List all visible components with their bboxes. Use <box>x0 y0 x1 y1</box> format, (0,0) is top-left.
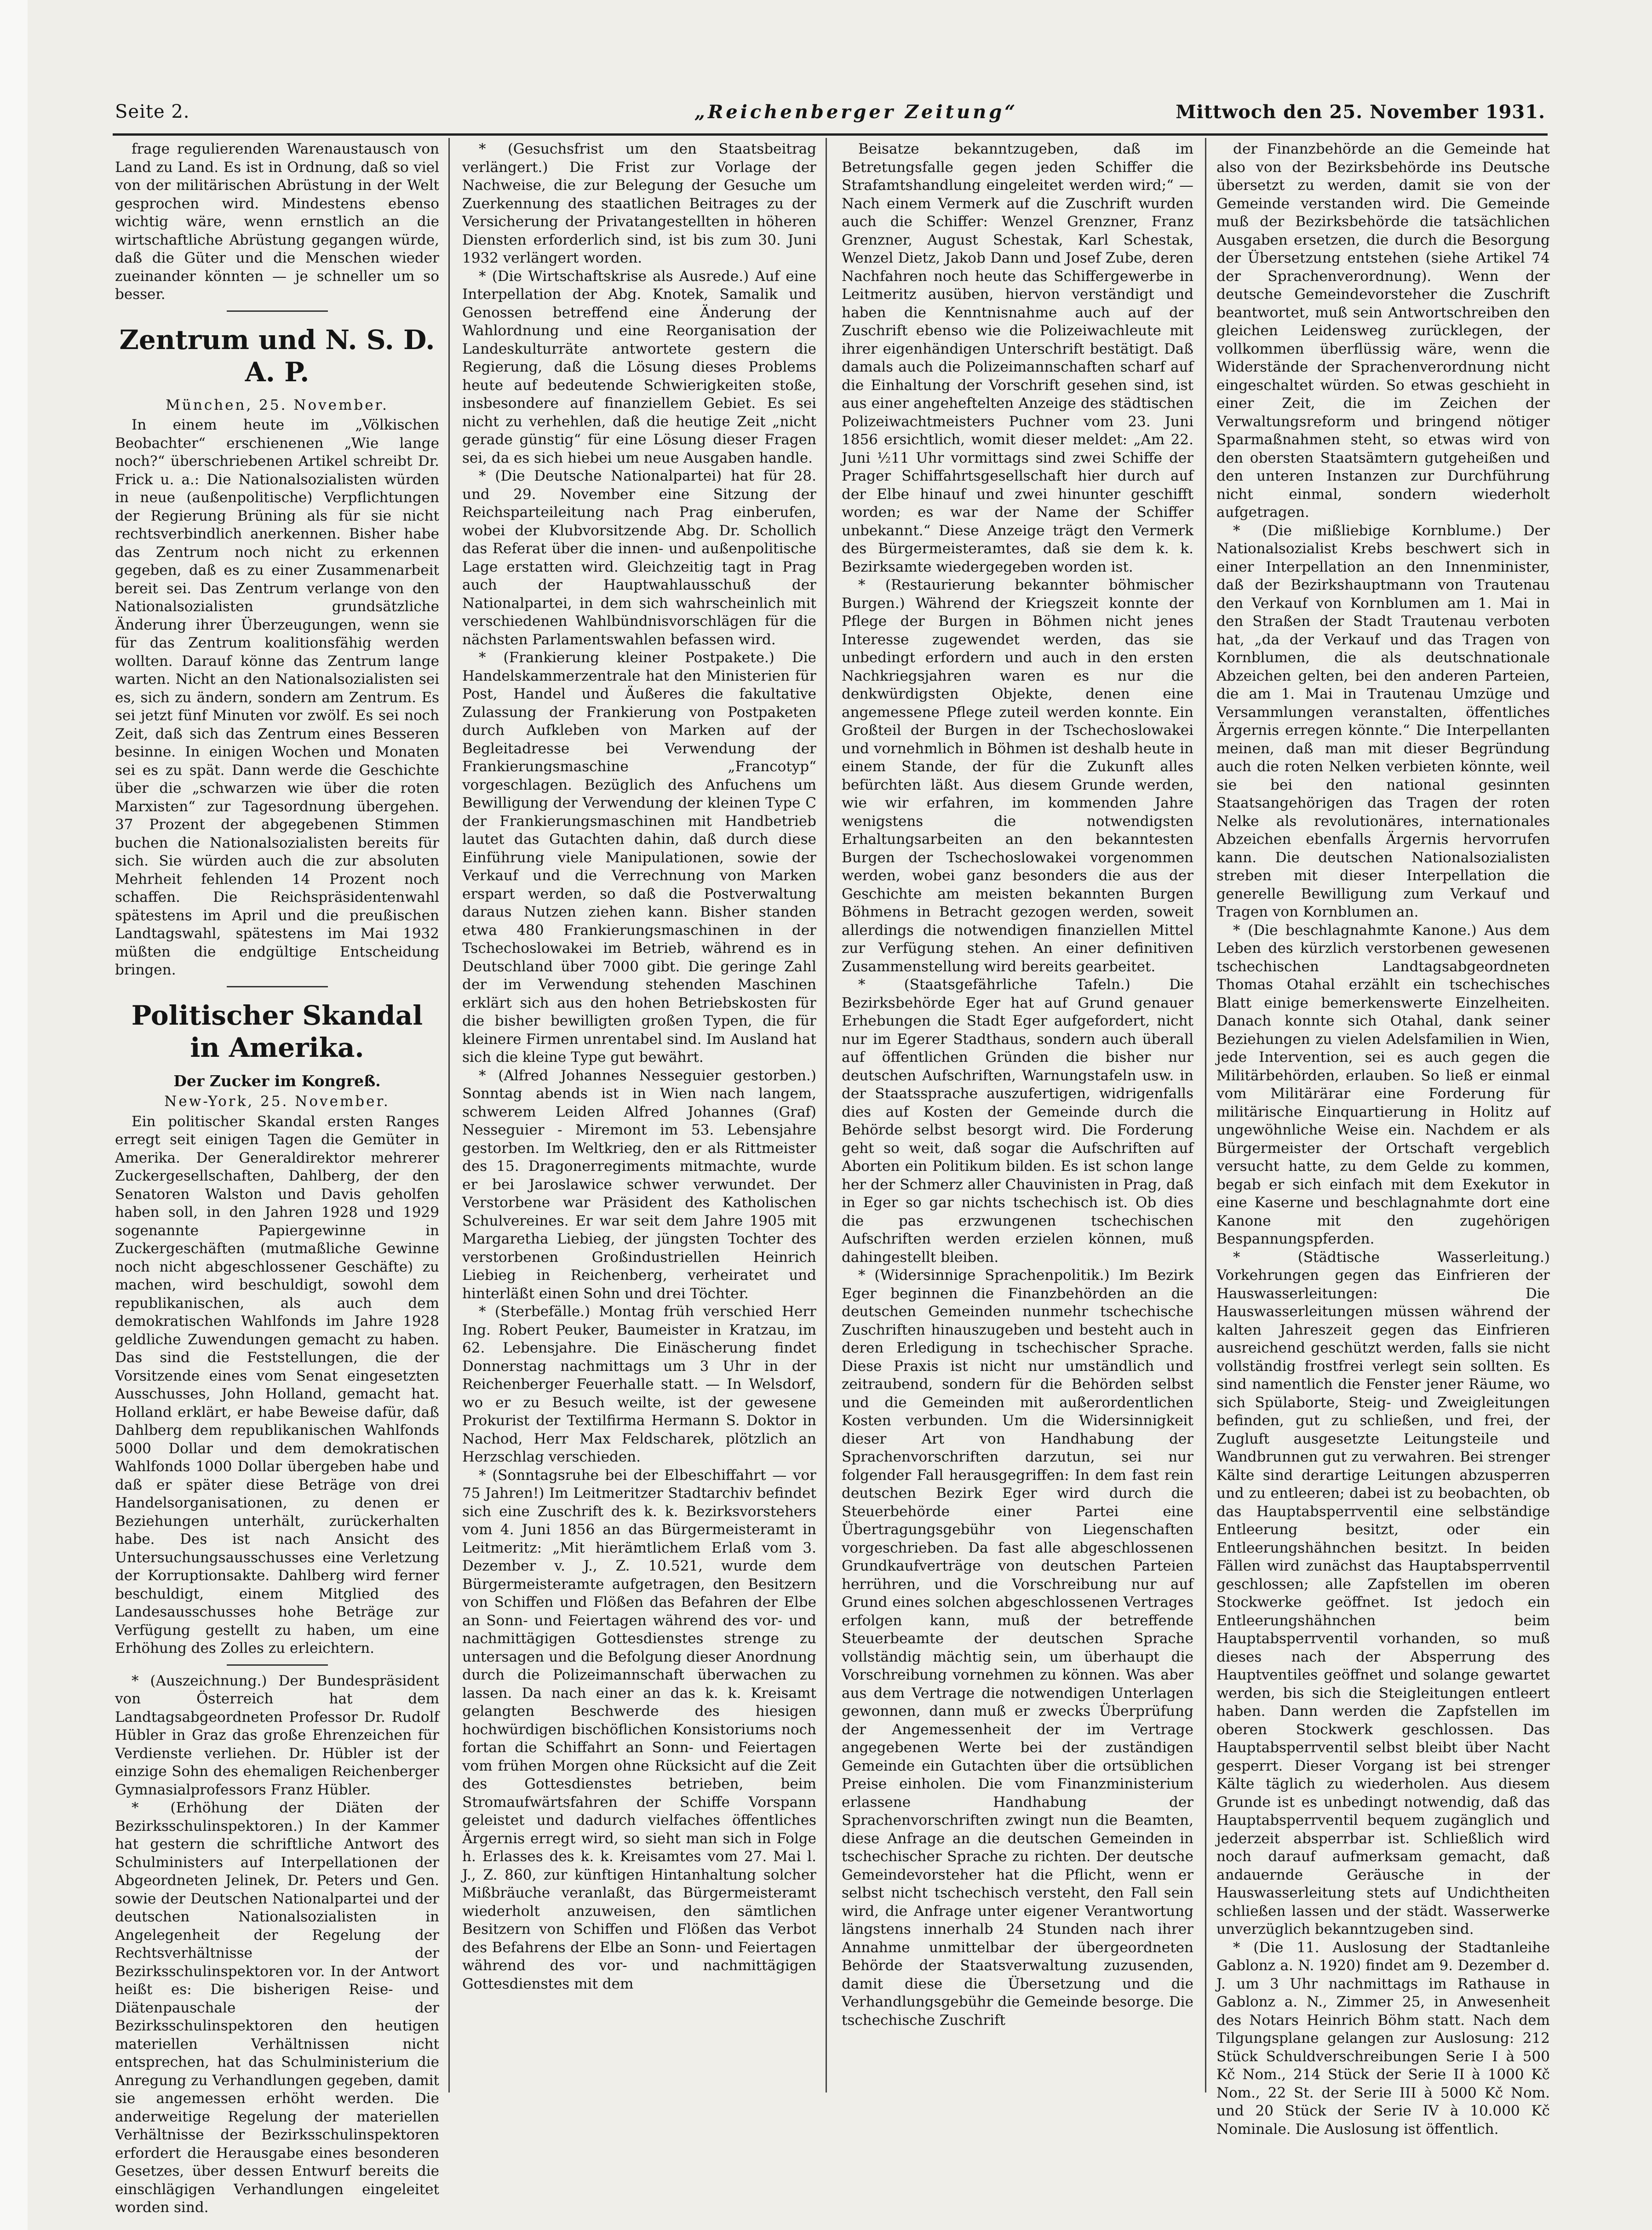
news-item: * (Die mißliebige Kornblume.) Der Nationalsozialist Krebs beschwert sich in einer Interpellation an den Innenminister, daß der Bezirkshauptmann von Trautenau den Verkauf von Kornblumen am 1. Mai in den Straßen der Stadt Trautenau verboten hat, „da der Verkauf und das Tragen von Kornblumen, die als deutschnationale Abzeichen gelten, bei den anderen Parteien, die am 1. Mai in Trautenau Umzüge und Versammlungen veranstalten, öffentliches Ärgernis erregen könnte.“ Die Interpellanten meinen, daß man mit dieser Begründung auch die roten Nelken verbieten könnte, weil sie bei den national gesinnten Staatsangehörigen das Tragen der roten Nelke als revolutionäres, internationales Abzeichen ebenfalls Ärgernis hervorrufen kann. Die deutschen Nationalsozialisten streben mit dieser Interpellation die generelle Bewilligung zum Verkauf und Tragen von Kornblumen an. <box>1216 522 1550 920</box>
dateline: New-York, 25. November. <box>164 1093 390 1110</box>
article-body: Ein politischer Skandal ersten Ranges erregt seit einigen Tagen die Gemüter in Amerika. Der Generaldirektor mehrerer Zuckergesellschaften, Dahlberg, der den Senatoren Walston und Davis geholfen haben soll, in den Jahren 1928 und 1929 sogenannte Papiergewinne in Zuckergeschäften (mutmaßliche Gewinne noch nicht abgeschlossener Geschäfte) zu machen, wird beschuldigt, sowohl dem republikanischen, als auch dem demokratischen Wahlfonds im Jahre 1928 geldliche Zuwendungen gemacht zu haben. Das sind die Feststellungen, die der Vorsitzende eines vom Senat eingesetzten Ausschusses, John Holland, gemacht hat. Holland erklärt, er habe Beweise dafür, daß Dahlberg dem republikanischen Wahlfonds 5000 Dollar und dem demokratischen Wahlfonds 1000 Dollar übergeben habe und daß er später diese Beträge von drei Handelsorganisationen, zu denen er Beziehungen unterhält, zurückerhalten habe. Des ist nach Ansicht des Untersuchungsausschusses eine Verletzung der Korruptionsakte. Dahlberg wird ferner beschuldigt, einem Mitglied des Landesausschusses hohe Beträge zur Verfügung gestellt zu haben, um eine Erhöhung des Zolles zu erleichtern. <box>115 1113 439 1657</box>
dateline: München, 25. November. <box>166 396 389 413</box>
column-divider <box>1205 138 1206 2092</box>
news-item: * (Restaurierung bekannter böhmischer Burgen.) Während der Kriegszeit konnte der Pflege der Burgen in Böhmen nicht jenes Interesse zugewendet werden, das sie unbedingt erfordern und auch in den ersten Nachkriegsjahren waren es nur die denkwürdigsten Objekte, denen eine angemessene Pflege zuteil werden konnte. Ein Großteil der Burgen in der Tschechoslowakei und vornehmlich in Böhmen ist deshalb heute in einem Stande, der für die Zukunft alles befürchten läßt. Aus diesem Grunde werden, wie wir erfahren, im kommenden Jahre wenigstens die notwendigsten Erhaltungsarbeiten an den bekanntesten Burgen der Tschechoslowakei vorgenommen werden, wobei ganz besonders die aus der Geschichte am meisten bekannten Burgen Böhmens in Betracht gezogen werden, soweit allerdings die notwendigen finanziellen Mittel zur Verfügung stehen. An einer definitiven Zusammenstellung wird bereits gearbeitet. <box>842 577 1193 975</box>
scan-margin <box>0 0 28 2230</box>
header-rule <box>113 133 1548 136</box>
news-item: * (Alfred Johannes Nesseguier gestorben.) Sonntag abends ist in Wien nach langem, schwerem Leiden Alfred Johannes (Graf) Nesseguier - Miremont im 53. Lebensjahre gestorben. Im Weltkrieg, den er als Rittmeister des 15. Dragonerregiments mitmachte, wurde er bei Jaroslawice schwer verwundet. Der Verstorbene war Präsident des Katholischen Schulvereines. Er war seit dem Jahre 1905 mit Margaretha Liebieg, der jüngsten Tochter des verstorbenen Großindustriellen Heinrich Liebieg in Reichenberg, verheiratet und hinterläßt einen Sohn und drei Töchter. <box>462 1067 816 1302</box>
news-item: * (Erhöhung der Diäten der Bezirksschulinspektoren.) In der Kammer hat gestern die schriftliche Antwort des Schulministers auf Interpellationen der Abgeordneten Jelinek, Dr. Peters und Gen. sowie der Deutschen Nationalpartei und der deutschen Nationalsozialisten in Angelegenheit der Regelung der Rechtsverhältnisse der Bezirksschulinspektoren vor. In der Antwort heißt es: Die bisherigen Reise- und Diätenpauschale der Bezirksschulinspektoren den heutigen materiellen Verhältnissen nicht entsprechen, hat das Schulministerium die Anregung zu Verhandlungen gegeben, damit sie angemessen erhöht werden. Die anderweitige Regelung der materiellen Verhältnisse der Bezirksschulinspektoren erfordert die Herausgabe eines besonderen Gesetzes, über dessen Entwurf bereits die einschlägigen Verhandlungen eingeleitet worden sind. <box>115 1800 439 2216</box>
news-item: * (Widersinnige Sprachenpolitik.) Im Bezirk Eger beginnen die Finanzbehörden an die deutschen Gemeinden nunmehr tschechische Zuschriften hinauszugeben und besteht auch in deren Erledigung in tschechischer Sprache. Diese Praxis ist nicht nur umständlich und zeitraubend, sondern für die Behörden selbst und die Gemeinden mit außerordentlichen Kosten verbunden. Um die Widersinnigkeit dieser Art von Handhabung der Sprachenvorschriften darzutun, sei nur folgender Fall herausgegriffen: In dem fast rein deutschen Bezirk Eger wird durch die Steuerbehörde einer Partei eine Übertragungsgebühr von Liegenschaften vorgeschrieben. Da fast alle abgeschlossenen Grundkaufverträge von deutschen Parteien herrühren, und die Vorschreibung nur auf Grund eines solchen abgeschlossenen Vertrages erfolgen kann, muß der betreffende Steuerbeamte der deutschen Sprache vollständig mächtig sein, um überhaupt die Vorschreibung vornehmen zu können. Was aber aus dem Vertrage die notwendigen Unterlagen gewonnen, dann muß er zwecks Überprüfung der Angemessenheit der im Vertrage angegebenen Werte bei der zuständigen Gemeinde ein Gutachten über die ortsüblichen Preise einholen. Die vom Finanzministerium erlassene Handhabung der Sprachenvorschriften zwingt nun die Beamten, diese Anfrage an die deutschen Gemeinden in tschechischer Sprache zu richten. Der deutsche Gemeindevorsteher hat die Pflicht, wenn er selbst nicht tschechisch versteht, den Fall sein wird, die Anfrage unter eigener Verantwortung längstens innerhalb 24 Stunden nach ihrer Annahme unmittelbar der übergeordneten Behörde der Staatsverwaltung zuzusenden, damit diese die Übersetzung und die Verhandlungsgebühr die Gemeinde besorge. Die tschechische Zuschrift <box>842 1267 1193 2029</box>
separator <box>227 986 328 987</box>
subheadline: Der Zucker im Kongreß. <box>173 1072 381 1090</box>
article-body: In einem heute im „Völkischen Beobachter“ erschienenen „Wie lange noch?“ überschriebenen Artikel schreibt Dr. Frick u. a.: Die Nationalsozialisten würden in neue (außenpolitische) Verpflichtungen der Regierung Brüning als für sie nicht rechtsverbindlich anerkennen. Bisher habe das Zentrum noch nicht zu erkennen gegeben, daß es zu einer Zusammenarbeit bereit sei. Das Zentrum verlange von den Nationalsozialisten grundsätzliche Änderung ihrer Überzeugungen, wenn sie für das Zentrum koalitionsfähig werden wollten. Darauf könne das Zentrum lange warten. Nicht an den Nationalsozialisten sei es, sich zu ändern, sondern am Zentrum. Es sei jetzt fünf Minuten vor zwölf. Es sei noch Zeit, daß sich das Zentrum eines Besseren besinne. In einigen Wochen und Monaten sei es zu spät. Dann werde die Geschichte über die „schwarzen wie über die roten Marxisten“ zur Tagesordnung übergehen. 37 Prozent der abgegebenen Stimmen buchen die Nationalsozialisten bereits für sich. Sie würden auch die zur absoluten Mehrheit fehlenden 14 Prozent noch schaffen. Die Reichspräsidentenwahl spätestens im April und die preußischen Landtagswahl, spätestens im Mai 1932 müßten die endgültige Entscheidung bringen. <box>115 417 439 978</box>
news-item: * (Die Deutsche Nationalpartei) hat für 28. und 29. November eine Sitzung der Reichsparteileitung nach Prag einberufen, wobei der Klubvorsitzende Abg. Dr. Schollich das Referat über die innen- und außenpolitische Lage erstatten wird. Gleichzeitig tagt in Prag auch der Hauptwahlausschuß der Nationalpartei, in dem sich wahrscheinlich mit verschiedenen Wahlbündnisvorschlägen für die nächsten Parlamentswahlen befassen wird. <box>462 468 816 648</box>
news-item: * (Städtische Wasserleitung.) Vorkehrungen gegen das Einfrieren der Hauswasserleitungen: Die Hauswasserleitungen müssen während der kalten Jahreszeit gegen das Einfrieren ausreichend geschützt werden, falls sie nicht vollständig frostfrei verlegt sein sollten. Es sind namentlich die Fenster jener Räume, wo sich Spülaborte, Steig- und Zweigleitungen befinden, gut zu schließen, und frei, der Zugluft ausgesetzte Leitungsteile und Wandbrunnen gut zu verwahren. Bei strenger Kälte sind derartige Leitungen abzusperren und zu entleeren; dabei ist zu beobachten, ob das Hauptabsperrventil eine selbständige Entleerung besitzt, oder ein Entleerungshähnchen besitzt. In beiden Fällen wird zunächst das Hauptabsperrventil geschlossen; alle Zapfstellen im oberen Stockwerke geöffnet. Ist jedoch ein Entleerungshähnchen beim Hauptabsperrventil vorhanden, so muß dieses nach der Absperrung des Hauptventiles geöffnet und solange gewartet werden, bis sich die Steigleitungen entleert haben. Dann werden die Zapfstellen im oberen Stockwerk geschlossen. Das Hauptabsperrventil selbst bleibt über Nacht gesperrt. Dieser Vorgang ist bei strenger Kälte täglich zu wiederholen. Aus diesem Grunde ist es unbedingt notwendig, daß das Hauptabsperrventil bequem zugänglich und jederzeit absperrbar ist. Schließlich wird noch darauf aufmerksam gemacht, daß andauernde Geräusche in der Hauswasserleitung stets auf Undichtheiten schließen lassen und der städt. Wasserwerke unverzüglich bekanntzugeben sind. <box>1216 1249 1550 1938</box>
news-item: * (Die Wirtschaftskrise als Ausrede.) Auf eine Interpellation der Abg. Knotek, Samalik und Genossen betreffend eine Änderung der Wahlordnung und eine Reorganisation der Landeskulturräte antwortete gestern die Regierung, daß die Lösung dieses Problems heute auf bedeutende Schwierigkeiten stoße, insbesondere auf finanziellem Gebiet. Es sei nicht zu verhehlen, daß die heutige Zeit „nicht gerade günstig“ für eine Lösung dieser Fragen sei, da es sich hiebei um neue Ausgaben handle. <box>462 268 816 466</box>
news-item: * (Frankierung kleiner Postpakete.) Die Handelskammerzentrale hat den Ministerien für Post, Handel und Äußeres die fakultative Zulassung der Frankierung von Postpaketen durch Aufkleben von Marken auf der Begleitadresse bei Verwendung der Frankierungsmaschine „Francotyp“ vorgeschlagen. Bezüglich des Anfuchens um Bewilligung der Verwendung der kleinen Type C der Frankierungsmaschinen mit Handbetrieb lautet das Gutachten dahin, daß durch diese Einführung viele Manipulationen, sowie der Verkauf und die Verrechnung von Marken erspart werden, so daß die Postverwaltung daraus Nutzen ziehen kann. Bisher standen etwa 480 Frankierungsmaschinen in der Tschechoslowakei im Betrieb, während es in Deutschland über 7000 gibt. Die geringe Zahl der im Verwendung stehenden Maschinen erklärt sich aus den hohen Betriebskosten für die bisher bewilligten großen Typen, die für kleinere Firmen unrentabel sind. Im Ausland hat sich die kleine Type gut bewährt. <box>462 649 816 1066</box>
news-item: * (Sonntagsruhe bei der Elbeschiffahrt — vor 75 Jahren!) Im Leitmeritzer Stadtarchiv befindet sich eine Zuschrift des k. k. Bezirksvorstehers vom 4. Juni 1856 an das Bürgermeisteramt in Leitmeritz: „Mit hierämtlichem Erlaß vom 3. Dezember v. J., Z. 10.521, wurde dem Bürgermeisteramte aufgetragen, den Besitzern von Schiffen und Flößen das Befahren der Elbe an Sonn- und Feiertagen während des vor- und nachmittägigen Gottesdienstes strenge zu untersagen und die Befolgung dieser Anordnung durch die Polizeimannschaft überwachen zu lassen. Da nach einer an das k. k. Kreisamt gelangten Beschwerde des hiesigen hochwürdigen bischöflichen Konsistoriums noch fortan die Schiffahrt an Sonn- und Feiertagen vom frühen Morgen ohne Rücksicht auf die Zeit des Gottesdienstes betrieben, beim Stromaufwärtsfahren der Schiffe Vorspann geleistet und dadurch vielfaches öffentliches Ärgernis erregt wird, so sieht man sich in Folge h. Erlasses des k. k. Kreisamtes vom 27. Mai l. J., Z. 860, zur künftigen Hintanhaltung solcher Mißbräuche veranlaßt, das Bürgermeisteramt wiederholt anzuweisen, den sämtlichen Besitzern von Schiffen und Flößen das Verbot des Befahrens der Elbe an Sonn- und Feiertagen während des vor- und nachmittägigen Gottesdienstes mit dem <box>462 1467 816 1992</box>
news-item: * (Die 11. Auslosung der Stadtanleihe Gablonz a. N. 1920) findet am 9. Dezember d. J. um 3 Uhr nachmittags im Rathause in Gablonz a. N., Zimmer 25, in Anwesenheit des Notars Heinrich Böhm statt. Nach dem Tilgungsplane gelangen zur Auslosung: 212 Stück Schuldverschreibungen Serie I à 500 Kč Nom., 214 Stück der Serie II à 1000 Kč Nom., 22 St. der Serie III à 5000 Kč Nom. und 20 Stück der Serie IV à 10.000 Kč Nominale. Die Auslosung ist öffentlich. <box>1216 1939 1550 2138</box>
headline-skandal: Politischer Skandal in Amerika. <box>131 999 423 1063</box>
column-divider <box>826 138 827 2092</box>
news-item: * (Staatsgefährliche Tafeln.) Die Bezirksbehörde Eger hat auf Grund genauer Erhebungen die Stadt Eger aufgefordert, nicht nur im Egerer Stadthaus, sondern auch überall auf öffentlichen Gründen die bisher nur deutschen Aufschriften, Warnungstafeln usw. in der Staatssprache auszufertigen, widrigenfalls dies auf Kosten der Gemeinde durch die Behörde selbst besorgt wird. Die Forderung geht so weit, daß sogar die Aufschriften auf Aborten ein Politikum bilden. Es ist schon lange her der Schmerz aller Chauvinisten in Prag, daß in Eger so gar nichts tschechisch ist. Ob dies die pas erzwungenen tschechischen Aufschriften werden erzielen können, muß dahingestellt bleiben. <box>842 976 1193 1266</box>
separator <box>227 1664 328 1666</box>
news-item: * (Sterbefälle.) Montag früh verschied Herr Ing. Robert Peuker, Baumeister in Kratzau, im 62. Lebensjahre. Die Einäscherung findet Donnerstag nachmittags um 3 Uhr in der Reichenberger Feuerhalle statt. — In Welsdorf, wo er zu Besuch weilte, ist der gewesene Prokurist der Textilfirma Hermann S. Doktor in Nachod, Herr Max Feldscharek, plötzlich an Herzschlag verschieden. <box>462 1303 816 1465</box>
newspaper-title: „Reichenberger Zeitung“ <box>694 101 1018 123</box>
article-continuation: der Finanzbehörde an die Gemeinde hat also von der Bezirksbehörde ins Deutsche übersetzt zu werden, damit sie von der Gemeinde verstanden wird. Die Gemeinde muß der Bezirksbehörde die tatsächlichen Ausgaben ersetzen, die durch die Besorgung der Übersetzung entstehen (siehe Artikel 74 der Sprachenverordnung). Wenn der deutsche Gemeindevorsteher die Zuschrift beantwortet, muß sein Antwortschreiben den gleichen Leidensweg zurücklegen, der vollkommen überflüssig wäre, wenn die Widerstände der Sprachenverordnung nicht eingeschaltet würden. So etwas geschieht in einer Zeit, die im Zeichen der Verwaltungsreform und bringend nötiger Sparmaßnahmen steht, so etwas wird von den obersten Staatsämtern gutgeheißen und den unteren Instanzen zur Durchführung nicht einmal, sondern wiederholt aufgetragen. <box>1216 141 1550 521</box>
column-2 <box>462 140 816 2090</box>
news-item: * (Gesuchsfrist um den Staatsbeitrag verlängert.) Die Frist zur Vorlage der Nachweise, die zur Belegung der Gesuche um Zuerkennung des staatlichen Beitrages zu der Versicherung der Privatangestellten in höheren Diensten erforderlich sind, ist bis zum 30. Juni 1932 verlängert worden. <box>462 141 816 266</box>
page-header <box>115 101 1545 133</box>
news-item: * (Auszeichnung.) Der Bundespräsident von Österreich hat dem Landtagsabgeordneten Professor Dr. Rudolf Hübler in Graz das große Ehrenzeichen für Verdienste verliehen. Dr. Hübler ist der einzige Sohn des ehemaligen Reichenberger Gymnasialprofessors Franz Hübler. <box>115 1672 439 1798</box>
page-number: Seite 2. <box>115 101 190 122</box>
issue-date: Mittwoch den 25. November 1931. <box>1176 101 1545 123</box>
news-item: * (Die beschlagnahmte Kanone.) Aus dem Leben des kürzlich verstorbenen gewesenen tschechischen Landtagsabgeordneten Thomas Otahal erzählt ein tschechisches Blatt einige bemerkenswerte Einzelheiten. Danach konnte sich Otahal, dank seiner Beziehungen zu vielen Adelsfamilien in Wien, jede Intervention, sei es auch gegen die Militärbehörden, erlauben. So ließ er einmal vom Militärärar eine Forderung für militärische Einquartierung in Holitz auf ungewöhnliche Weise ein. Nachdem er als Bürgermeister der Ortschaft vergeblich versucht hatte, zu dem Gelde zu kommen, begab er sich einfach mit dem Exekutor in eine Kaserne und beschlagnahmte dort eine Kanone mit den zugehörigen Bespannungspferden. <box>1216 922 1550 1247</box>
column-4 <box>1216 140 1550 2138</box>
column-1 <box>115 140 439 2216</box>
column-divider <box>448 138 450 2092</box>
article-continuation: Beisatze bekanntzugeben, daß im Betretungsfalle gegen jeden Schiffer die Strafamtshandlung eingeleitet werden wird;“ — Nach einem Vermerk auf die Zuschrift wurden auch die Schiffer: Wenzel Grenzner, Franz Grenzner, August Schestak, Karl Schestak, Wenzel Dietz, Jakob Dann und Josef Zube, deren Nachfahren noch heute das Schiffergewerbe in Leitmeritz ausüben, hiervon verständigt und haben die Kenntnisnahme auch auf der Zuschrift ebenso wie die Polizeiwachleute mit ihrer eigenhändigen Unterschrift bestätigt. Daß damals auch die Polizeimannschaften scharf auf die Einhaltung der Vorschrift gesehen sind, ist aus einer angeheftelten Anzeige des städtischen Polizeiwachtmeisters Puchner vom 23. Juni 1856 ersichtlich, womit dieser meldet: „Am 22. Juni ½11 Uhr vormittags sind zwei Schiffe der Prager Schiffahrtsgesellschaft hier durch auf der Elbe hinauf und zwei hinunter geschifft worden; es war der Name der Schiffer unbekannt.“ Diese Anzeige trägt den Vermerk des Bürgermeisteramtes, daß sie dem k. k. Bezirksamte wiedergegeben worden ist. <box>842 141 1193 575</box>
separator <box>227 310 328 312</box>
headline-zentrum: Zentrum und N. S. D. A. P. <box>119 324 435 388</box>
column-3 <box>842 140 1193 2090</box>
article-continuation: frage regulierenden Warenaustausch von Land zu Land. Es ist in Ordnung, daß so viel von der militärischen Abrüstung in der Welt gesprochen wird. Mindestens ebenso wichtig wäre, wenn ernstlich an die wirtschaftliche Abrüstung gegangen würde, daß die Güter und die Menschen wieder zueinander könnten — je schneller um so besser. <box>115 141 439 303</box>
